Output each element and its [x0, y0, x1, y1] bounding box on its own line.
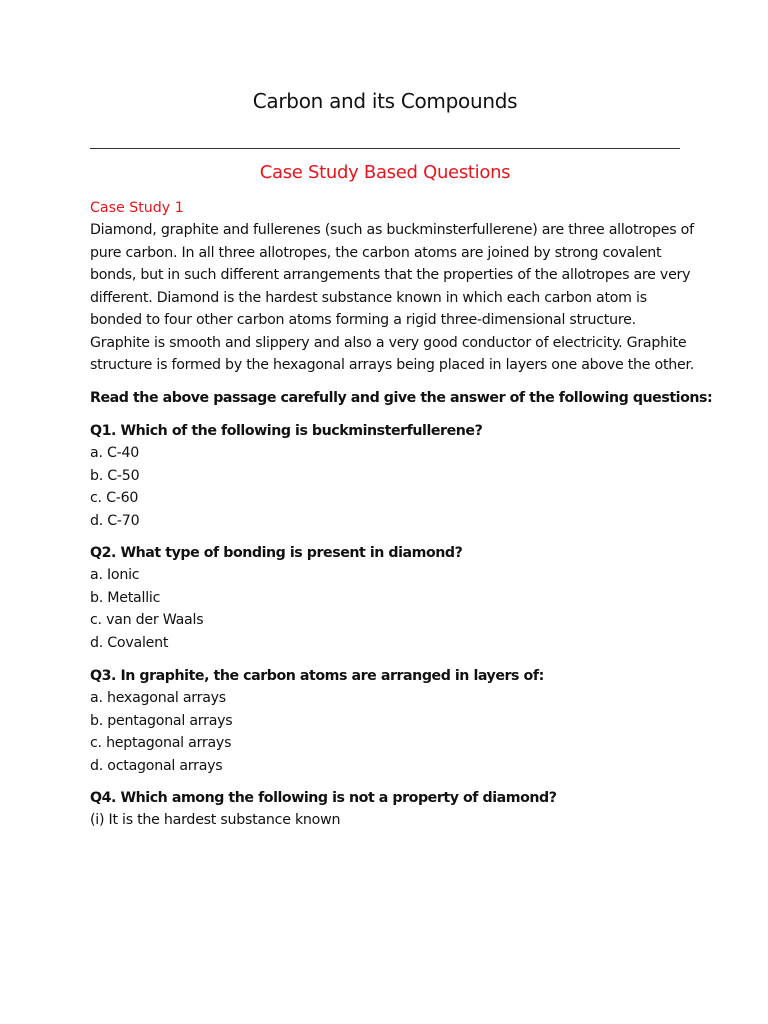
answer-option: b. Metallic	[90, 589, 161, 606]
instruction-text: Read the above passage carefully and give the answer of the following questions:	[90, 390, 713, 406]
title-divider	[90, 148, 680, 149]
question-4	[90, 787, 680, 832]
passage-line: Graphite is smooth and slippery and also a very good conductor of electricity. Graphite	[90, 334, 687, 351]
answer-option: d. C-70	[90, 513, 140, 530]
answer-option: (i) It is the hardest substance known	[90, 812, 341, 828]
document-title: Carbon and its Compounds	[252, 89, 518, 113]
section-heading: Case Study Based Questions	[259, 162, 511, 183]
question-1	[90, 420, 680, 533]
answer-options	[90, 687, 680, 778]
case-study-label: Case Study 1	[90, 200, 184, 216]
answer-options	[90, 564, 680, 655]
case-study-passage	[90, 219, 695, 377]
passage-line: pure carbon. In all three allotropes, the carbon atoms are joined by strong covalent	[90, 244, 662, 261]
answer-option: c. heptagonal arrays	[90, 735, 232, 752]
answer-option: d. Covalent	[90, 635, 169, 652]
answer-option: a. C-40	[90, 445, 140, 461]
question-text: Q3. In graphite, the carbon atoms are arranged in layers of:	[90, 668, 544, 684]
answer-options	[90, 809, 680, 832]
question-2	[90, 542, 680, 655]
answer-options	[90, 442, 680, 533]
passage-line: different. Diamond is the hardest substance known in which each carbon atom is	[90, 289, 647, 306]
question-3	[90, 665, 680, 778]
answer-option: d. octagonal arrays	[90, 758, 223, 775]
answer-option: a. Ionic	[90, 567, 140, 583]
answer-option: a. hexagonal arrays	[90, 690, 226, 706]
question-text: Q1. Which of the following is buckminsterfullerene?	[90, 423, 483, 439]
answer-option: c. C-60	[90, 490, 139, 507]
answer-option: b. C-50	[90, 467, 140, 484]
question-text: Q2. What type of bonding is present in diamond?	[90, 545, 463, 561]
passage-line: bonded to four other carbon atoms forming a rigid three-dimensional structure.	[90, 312, 636, 328]
passage-line: bonds, but in such different arrangements that the properties of the allotropes are very	[90, 267, 691, 283]
passage-line: structure is formed by the hexagonal arrays being placed in layers one above the other.	[90, 357, 695, 373]
answer-option: b. pentagonal arrays	[90, 712, 233, 729]
question-text: Q4. Which among the following is not a property of diamond?	[90, 790, 557, 806]
answer-option: c. van der Waals	[90, 612, 204, 629]
passage-line: Diamond, graphite and fullerenes (such as buckminsterfullerene) are three allotropes of	[90, 222, 694, 238]
